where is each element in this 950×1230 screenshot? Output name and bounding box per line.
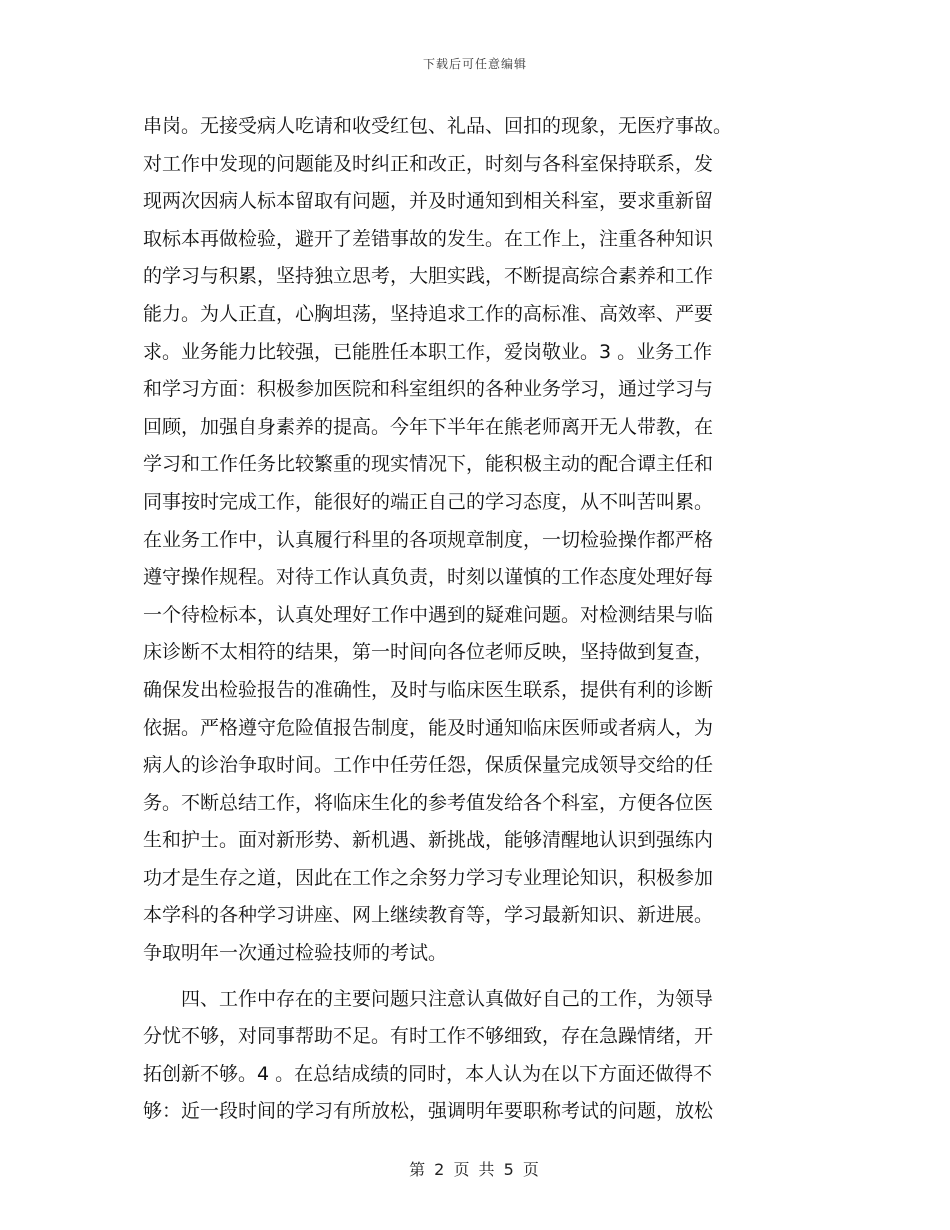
text-line: 串岗。无接受病人吃请和收受红包、礼品、回扣的现象，无医疗事故。 [143, 115, 733, 137]
text-line: 分忧不够，对同事帮助不足。有时工作不够细致，存在急躁情绪，开 [143, 1025, 714, 1048]
text-line: 现两次因病人标本留取有问题，并及时通知到相关科室，要求重新留 [143, 190, 714, 213]
text-line: 能力。为人正直，心胸坦荡，坚持追求工作的高标准、高效率、严要 [143, 302, 714, 325]
text-line: 生和护士。面对新形势、新机遇、新挑战，能够清醒地认识到强练内 [143, 829, 714, 852]
text-line: 学习和工作任务比较繁重的现实情况下，能积极主动的配合谭主任和 [143, 453, 714, 476]
paragraph-1 [143, 108, 808, 973]
paragraph-2 [143, 981, 808, 1131]
text-line: 和学习方面：积极参加医院和科室组织的各种业务学习，通过学习与 [143, 378, 714, 401]
text-line: 回顾，加强自身素养的提高。今年下半年在熊老师离开无人带教，在 [143, 415, 714, 438]
text-line: 争取明年一次通过检验技师的考试。 [143, 942, 448, 965]
text-line: 同事按时完成工作，能很好的端正自己的学习态度，从不叫苦叫累。 [143, 490, 714, 513]
text-line: 病人的诊治争取时间。工作中任劳任怨，保质保量完成领导交给的任 [143, 754, 714, 777]
page-footer: 第 2 页 共 5 页 [409, 1160, 541, 1179]
text-line: 四、工作中存在的主要问题只注意认真做好自己的工作，为领导 [181, 987, 714, 1010]
text-line: 拓创新不够。4 。在总结成绩的同时，本人认为在以下方面还做得不 [143, 1062, 713, 1085]
text-line: 本学科的各种学习讲座、网上继续教育等，学习最新知识、新进展。 [143, 904, 714, 927]
text-line: 功才是生存之道，因此在工作之余努力学习专业理论知识，积极参加 [143, 866, 714, 889]
text-line: 够：近一段时间的学习有所放松，强调明年要职称考试的问题，放松 [143, 1100, 714, 1123]
text-line: 床诊断不太相符的结果，第一时间向各位老师反映，坚持做到复查， [143, 641, 714, 664]
text-line: 务。不断总结工作，将临床生化的参考值发给各个科室，方便各位医 [143, 791, 714, 814]
text-line: 求。业务能力比较强，已能胜任本职工作，爱岗敬业。3 。业务工作 [143, 340, 713, 363]
text-line: 依据。严格遵守危险值报告制度，能及时通知临床医师或者病人，为 [143, 716, 714, 739]
text-line: 取标本再做检验，避开了差错事故的发生。在工作上，注重各种知识 [143, 227, 714, 250]
text-line: 在业务工作中，认真履行科里的各项规章制度，一切检验操作都严格 [143, 528, 714, 551]
document-body [143, 108, 808, 1131]
text-line: 的学习与积累，坚持独立思考，大胆实践，不断提高综合素养和工作 [143, 265, 714, 288]
text-line: 遵守操作规程。对待工作认真负责，时刻以谨慎的工作态度处理好每 [143, 566, 714, 589]
text-line: 一个待检标本，认真处理好工作中遇到的疑难问题。对检测结果与临 [143, 603, 714, 626]
text-line: 确保发出检验报告的准确性，及时与临床医生联系，提供有利的诊断 [143, 678, 714, 701]
page-header: 下载后可任意编辑 [422, 57, 527, 71]
text-line: 对工作中发现的问题能及时纠正和改正，时刻与各科室保持联系，发 [143, 152, 714, 175]
paragraph-spacer [143, 973, 808, 981]
